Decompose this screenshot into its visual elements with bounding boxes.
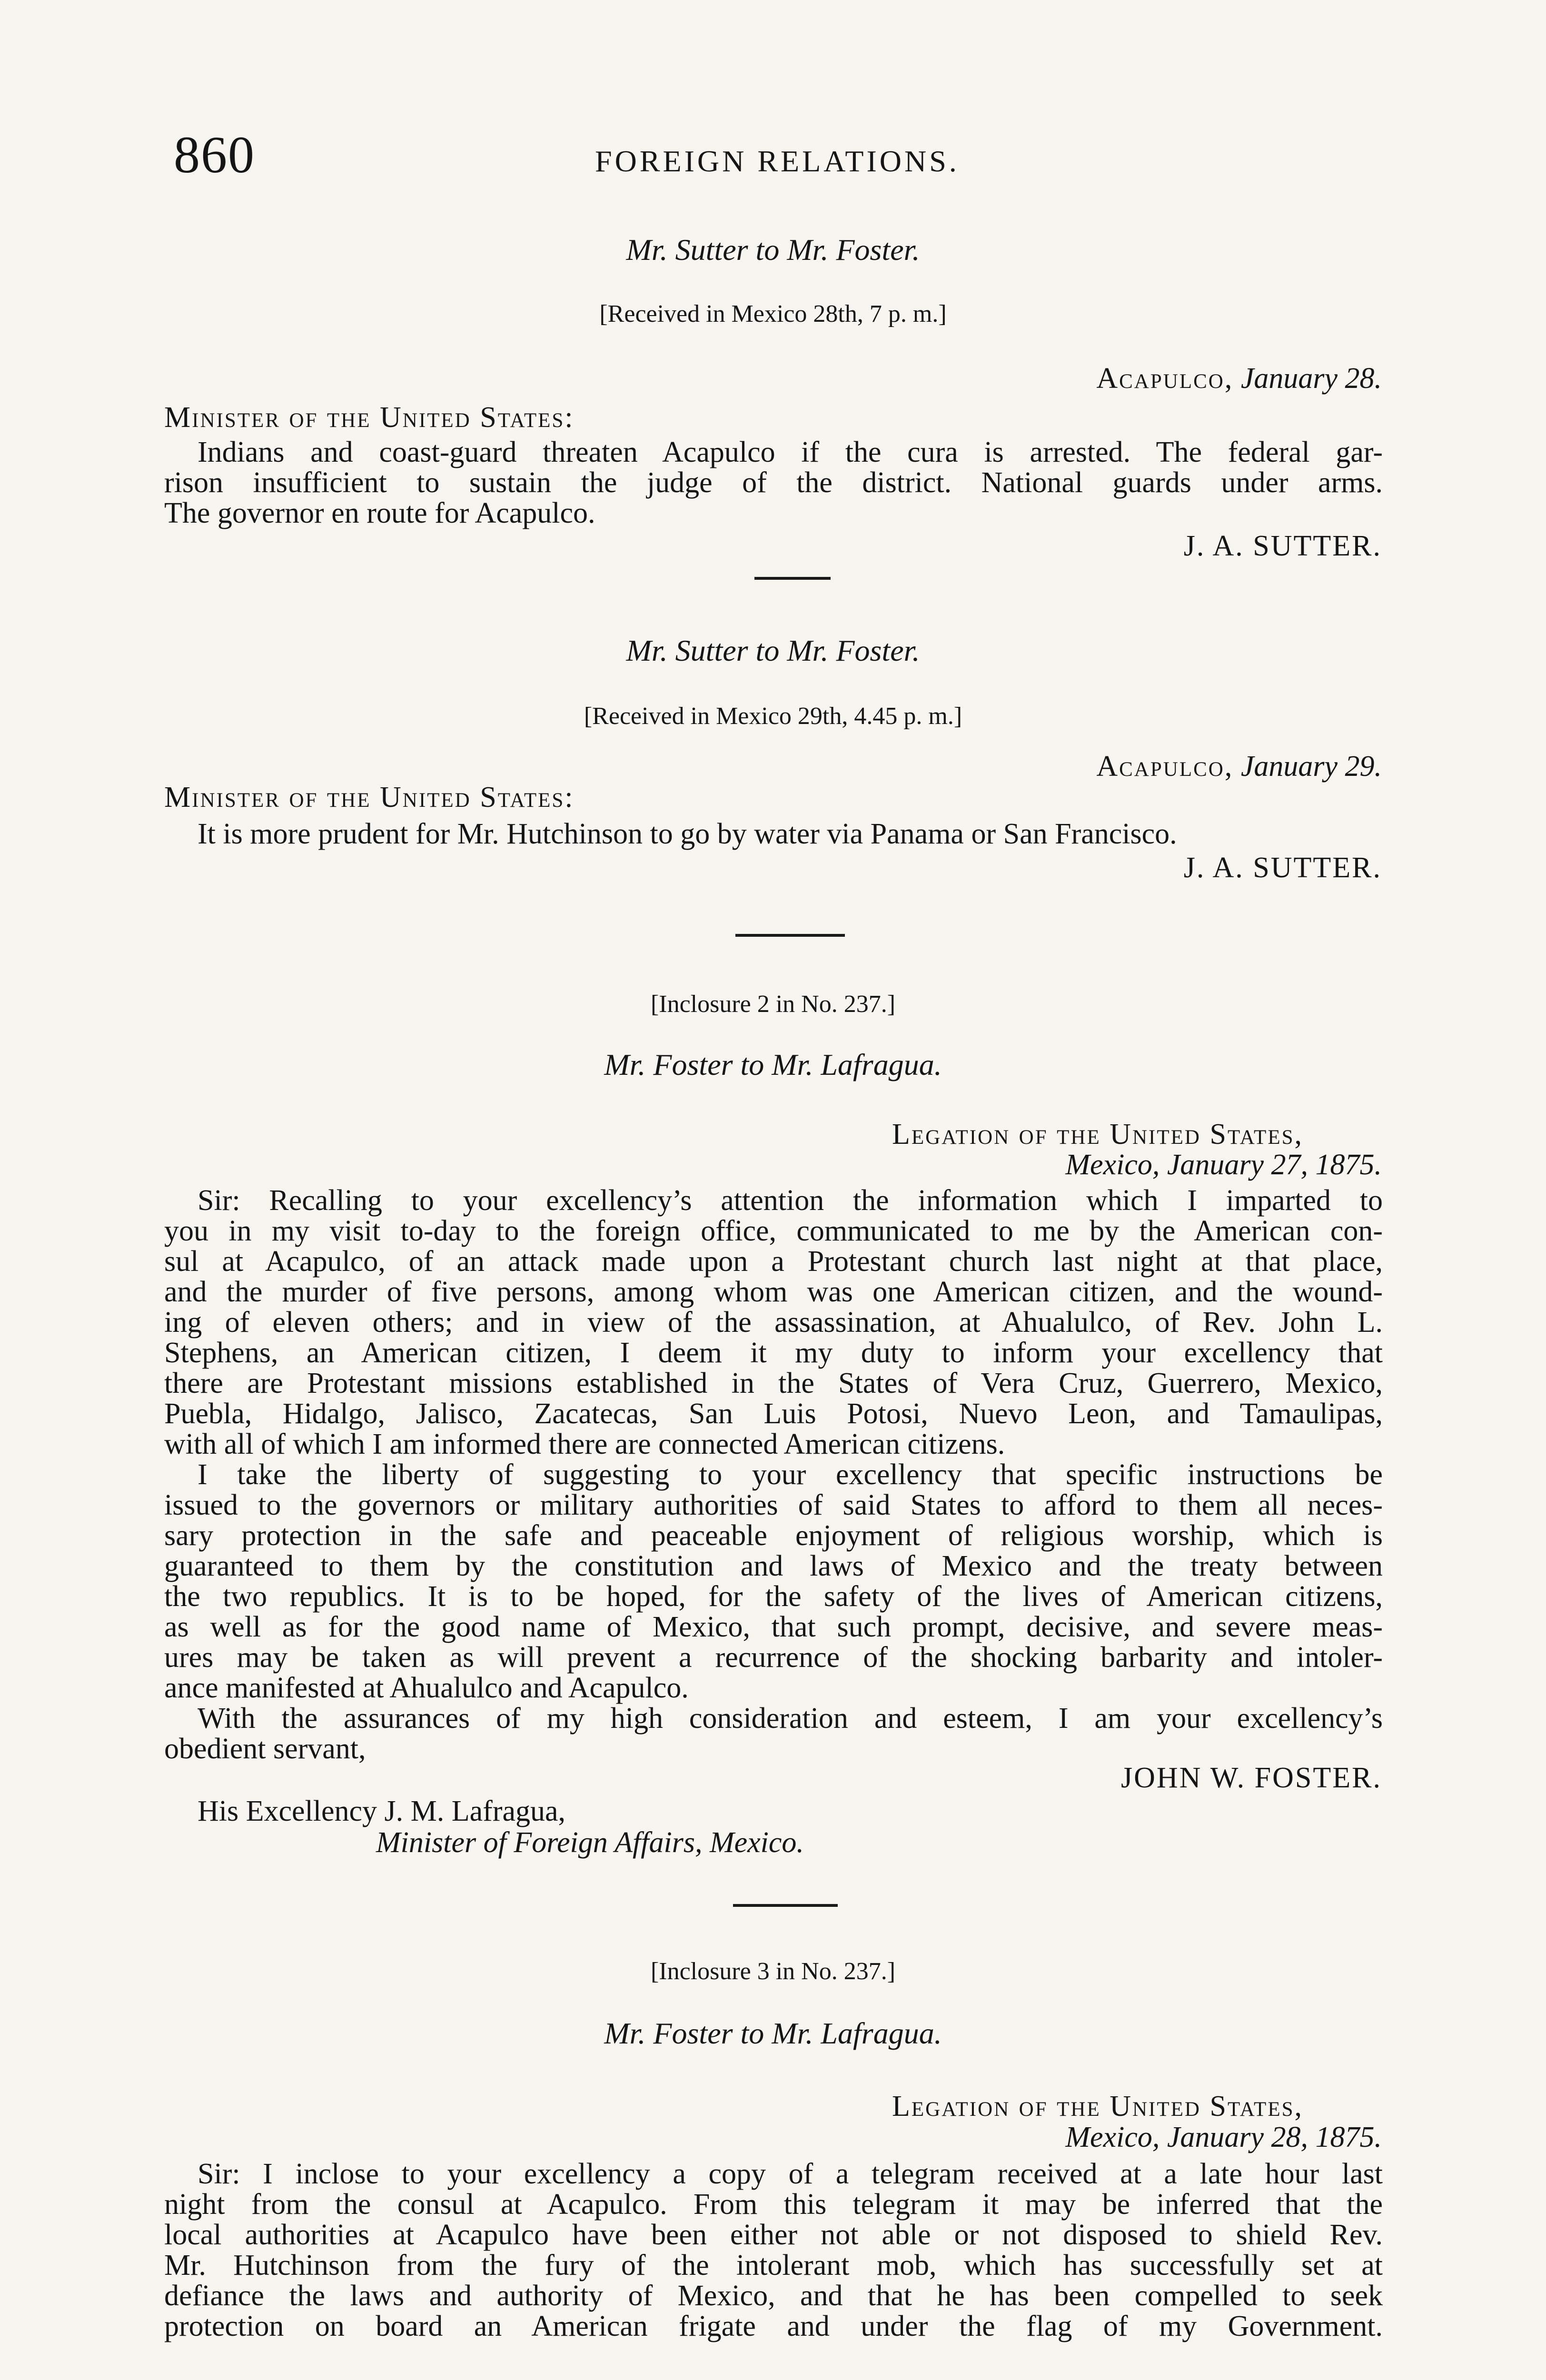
telegram1-place: Acapulco, — [1096, 362, 1234, 395]
inclosure2-p2-line-4: guaranteed to them by the constitution and laws of Mexico and the treaty between — [164, 1550, 1383, 1582]
inclosure3-legation: Legation of the United States, — [892, 2090, 1303, 2122]
telegram1-received: [Received in Mexico 28th, 7 p. m.] — [599, 300, 947, 327]
inclosure2-p1-line-8: Puebla, Hidalgo, Jalisco, Zacatecas, San Luis Potosi, Nuevo Leon, and Tamaulipas, — [164, 1398, 1383, 1430]
inclosure3-body — [164, 2159, 1383, 2341]
telegram2-signature: J. A. SUTTER. — [1183, 852, 1382, 884]
inclosure3-p1-line-2: night from the consul at Acapulco. From this telegram it may be inferred that the — [164, 2188, 1383, 2221]
telegram1-title: Mr. Sutter to Mr. Foster. — [626, 233, 920, 267]
inclosure3-title: Mr. Foster to Mr. Lafragua. — [604, 2016, 942, 2050]
telegram2-date: January 29. — [1240, 750, 1382, 783]
telegram2-dateline — [1096, 750, 1382, 783]
telegram1-line-3: The governor en route for Acapulco. — [164, 497, 595, 529]
inclosure2-signature: JOHN W. FOSTER. — [1121, 1762, 1382, 1794]
telegram2-place: Acapulco, — [1096, 750, 1234, 783]
telegram2-received: [Received in Mexico 29th, 4.45 p. m.] — [584, 703, 962, 730]
telegram2-addressee: Minister of the United States: — [164, 781, 575, 813]
inclosure2-p2-line-3: sary protection in the safe and peaceable enjoyment of religious worship, which is — [164, 1519, 1383, 1552]
inclosure2-p3-line-2: obedient servant, — [164, 1733, 366, 1765]
inclosure3-date: Mexico, January 28, 1875. — [1065, 2121, 1382, 2153]
inclosure2-p1-line-5: ing of eleven others; and in view of the assassination, at Ahualulco, of Rev. John L. — [164, 1306, 1383, 1339]
divider-2 — [735, 934, 845, 937]
inclosure2-recipient-name: His Excellency J. M. Lafragua, — [198, 1795, 566, 1827]
inclosure3-p1-line-3: local authorities at Acapulco have been either not able or not disposed to shield Rev. — [164, 2219, 1383, 2251]
telegram1-addressee: Minister of the United States: — [164, 401, 575, 434]
inclosure2-title: Mr. Foster to Mr. Lafragua. — [604, 1048, 942, 1081]
telegram1-signature: J. A. SUTTER. — [1183, 530, 1382, 562]
inclosure2-p2-line-5: the two republics. It is to be hoped, for the safety of the lives of American citizens, — [164, 1580, 1383, 1613]
telegram1-body — [164, 437, 1383, 528]
inclosure2-body — [164, 1185, 1383, 1764]
inclosure2-p1-line-2: you in my visit to-day to the foreign office, communicated to me by the American con- — [164, 1215, 1383, 1247]
inclosure3-p1-line-5: defiance the laws and authority of Mexico, and that he has been compelled to seek — [164, 2280, 1383, 2312]
divider-3 — [733, 1904, 838, 1907]
telegram1-line-2: rison insufficient to sustain the judge of the district. National guards under arms. — [164, 466, 1383, 499]
inclosure3-label: [Inclosure 3 in No. 237.] — [650, 1958, 896, 1985]
inclosure2-p1-line-4: and the murder of five persons, among whom was one American citizen, and the wound- — [164, 1276, 1383, 1308]
inclosure2-p1-line-3: sul at Acapulco, of an attack made upon a Protestant church last night at that place, — [164, 1245, 1383, 1278]
inclosure3-p1-line-4: Mr. Hutchinson from the fury of the intolerant mob, which has successfully set at — [164, 2249, 1383, 2281]
telegram1-line-1: Indians and coast-guard threaten Acapulco if the cura is arrested. The federal gar- — [198, 436, 1383, 468]
inclosure2-p1-line-6: Stephens, an American citizen, I deem it my duty to inform your excellency that — [164, 1337, 1383, 1369]
inclosure2-p1-line-7: there are Protestant missions established in the States of Vera Cruz, Guerrero, Mexico, — [164, 1367, 1383, 1399]
inclosure2-p1-line-9: with all of which I am informed there are connected American citizens. — [164, 1428, 1005, 1460]
inclosure2-p2-line-8: ance manifested at Ahualulco and Acapulco. — [164, 1672, 689, 1704]
telegram1-dateline — [1096, 362, 1382, 396]
telegram2-title: Mr. Sutter to Mr. Foster. — [626, 634, 920, 667]
inclosure3-p1-line-6: protection on board an American frigate and under the flag of my Government. — [164, 2310, 1383, 2342]
telegram1-date: January 28. — [1240, 362, 1382, 395]
inclosure2-recipient-2: Minister of Foreign Affairs, Mexico. — [376, 1826, 804, 1859]
running-title: FOREIGN RELATIONS. — [595, 144, 960, 178]
page-number: 860 — [174, 126, 255, 184]
inclosure2-p2-line-2: issued to the governors or military authorities of said States to afford to them all neces- — [164, 1489, 1383, 1521]
telegram2-body: It is more prudent for Mr. Hutchinson to go by water via Panama or San Francisco. — [198, 818, 1177, 850]
inclosure2-legation: Legation of the United States, — [892, 1118, 1303, 1150]
inclosure3-p1-line-1: Sir: I inclose to your excellency a copy of a telegram received at a late hour last — [198, 2158, 1383, 2190]
inclosure2-p3-line-1: With the assurances of my high consideration and esteem, I am your excellency’s — [198, 1702, 1383, 1735]
inclosure2-date: Mexico, January 27, 1875. — [1065, 1149, 1382, 1181]
inclosure2-p2-line-7: ures may be taken as will prevent a recurrence of the shocking barbarity and intoler- — [164, 1641, 1383, 1674]
inclosure2-p1-line-1: Sir: Recalling to your excellency’s attention the information which I imparted to — [198, 1184, 1383, 1217]
divider-1 — [754, 577, 831, 580]
inclosure2-recipient-1 — [198, 1795, 565, 1828]
inclosure2-label: [Inclosure 2 in No. 237.] — [650, 991, 896, 1018]
inclosure2-p2-line-1: I take the liberty of suggesting to your excellency that specific instructions be — [198, 1458, 1383, 1491]
inclosure2-p2-line-6: as well as for the good name of Mexico, that such prompt, decisive, and severe meas- — [164, 1611, 1383, 1643]
